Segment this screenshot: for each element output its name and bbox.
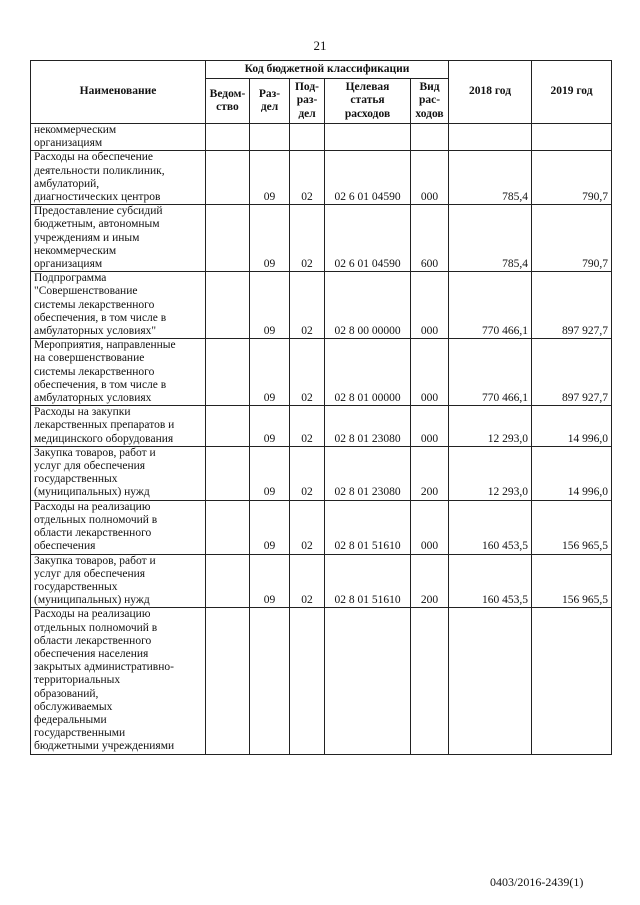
page-number: 21 [313,38,327,53]
row-name: Предоставление субсидий бюджетным, автономным учреждениям и иным некоммерческим организациям [31,205,206,272]
cell-razdel: 09 [250,151,290,205]
cell-value-2019: 14 996,0 [532,406,612,447]
cell-value-2018: 160 453,5 [449,500,532,554]
row-name: Расходы на реализацию отдельных полномочий в области лекарственного обеспечения населения закрытых административно- территориальных образований, обслуживаемых федеральными государственными бюджетными учреждениями [31,608,206,754]
cell-podrazdel: 02 [290,446,325,500]
cell-vedomstvo [206,151,250,205]
cell-podrazdel: 02 [290,151,325,205]
cell-razdel: 09 [250,406,290,447]
cell-vid: 000 [411,406,449,447]
cell-vedomstvo [206,124,250,151]
cell-razdel: 09 [250,500,290,554]
cell-vid [411,608,449,754]
cell-value-2019: 156 965,5 [532,554,612,608]
cell-vedomstvo [206,500,250,554]
cell-razdel: 09 [250,339,290,406]
cell-vid: 000 [411,151,449,205]
cell-podrazdel: 02 [290,554,325,608]
header-2019: 2019 год [532,61,612,124]
table-row [31,124,612,151]
row-name: некоммерческим организациям [31,124,206,151]
cell-value-2018: 770 466,1 [449,339,532,406]
header-vedomstvo: Ведом- ство [206,79,250,124]
cell-vedomstvo [206,272,250,339]
cell-value-2019: 14 996,0 [532,446,612,500]
cell-statya: 02 8 00 00000 [325,272,411,339]
cell-statya: 02 8 01 00000 [325,339,411,406]
cell-value-2019 [532,608,612,754]
cell-value-2019: 790,7 [532,205,612,272]
cell-value-2018 [449,608,532,754]
cell-value-2018: 160 453,5 [449,554,532,608]
cell-vedomstvo [206,446,250,500]
cell-vid: 000 [411,500,449,554]
cell-value-2018: 770 466,1 [449,272,532,339]
budget-table [30,60,612,755]
table-row [31,205,612,272]
cell-vid: 000 [411,272,449,339]
cell-vid: 200 [411,554,449,608]
header-name: Наименование [31,61,206,124]
cell-statya: 02 8 01 23080 [325,406,411,447]
header-razdel: Раз- дел [250,79,290,124]
cell-razdel [250,124,290,151]
cell-vid: 000 [411,339,449,406]
cell-razdel [250,608,290,754]
cell-vedomstvo [206,554,250,608]
cell-statya [325,608,411,754]
cell-vedomstvo [206,608,250,754]
cell-value-2019: 897 927,7 [532,339,612,406]
cell-value-2019: 790,7 [532,151,612,205]
cell-podrazdel [290,608,325,754]
table-row [31,272,612,339]
cell-value-2018 [449,124,532,151]
cell-podrazdel: 02 [290,339,325,406]
cell-statya: 02 6 01 04590 [325,205,411,272]
cell-statya: 02 8 01 51610 [325,500,411,554]
table-row [31,554,612,608]
cell-vedomstvo [206,205,250,272]
cell-razdel: 09 [250,446,290,500]
cell-razdel: 09 [250,205,290,272]
cell-razdel: 09 [250,554,290,608]
row-name: Мероприятия, направленные на совершенствование системы лекарственного обеспечения, в том числе в амбулаторных условиях [31,339,206,406]
header-2018: 2018 год [449,61,532,124]
cell-vedomstvo [206,406,250,447]
cell-value-2018: 12 293,0 [449,446,532,500]
row-name: Расходы на закупки лекарственных препаратов и медицинского оборудования [31,406,206,447]
cell-value-2018: 785,4 [449,151,532,205]
header-statya: Целевая статья расходов [325,79,411,124]
row-name: Подпрограмма "Совершенствование системы лекарственного обеспечения, в том числе в амбулаторных условиях" [31,272,206,339]
cell-vid: 600 [411,205,449,272]
table-row [31,608,612,754]
cell-statya [325,124,411,151]
cell-vid [411,124,449,151]
table-row [31,500,612,554]
row-name: Расходы на реализацию отдельных полномочий в области лекарственного обеспечения [31,500,206,554]
header-vid: Вид рас- ходов [411,79,449,124]
cell-vid: 200 [411,446,449,500]
cell-statya: 02 8 01 51610 [325,554,411,608]
cell-podrazdel: 02 [290,272,325,339]
cell-podrazdel: 02 [290,406,325,447]
row-name: Расходы на обеспечение деятельности поликлиник, амбулаторий, диагностических центров [31,151,206,205]
cell-podrazdel: 02 [290,500,325,554]
header-podrazdel: Под- раз- дел [290,79,325,124]
header-classification: Код бюджетной классификации [206,61,449,79]
cell-vedomstvo [206,339,250,406]
row-name: Закупка товаров, работ и услуг для обеспечения государственных (муниципальных) нужд [31,446,206,500]
table-row [31,339,612,406]
table-row [31,406,612,447]
cell-value-2019: 156 965,5 [532,500,612,554]
cell-statya: 02 8 01 23080 [325,446,411,500]
cell-statya: 02 6 01 04590 [325,151,411,205]
cell-podrazdel: 02 [290,205,325,272]
document-code: 0403/2016-2439(1) [490,875,584,889]
table-row [31,151,612,205]
cell-value-2019: 897 927,7 [532,272,612,339]
cell-podrazdel [290,124,325,151]
table-row [31,446,612,500]
cell-razdel: 09 [250,272,290,339]
cell-value-2018: 785,4 [449,205,532,272]
cell-value-2019 [532,124,612,151]
row-name: Закупка товаров, работ и услуг для обеспечения государственных (муниципальных) нужд [31,554,206,608]
cell-value-2018: 12 293,0 [449,406,532,447]
